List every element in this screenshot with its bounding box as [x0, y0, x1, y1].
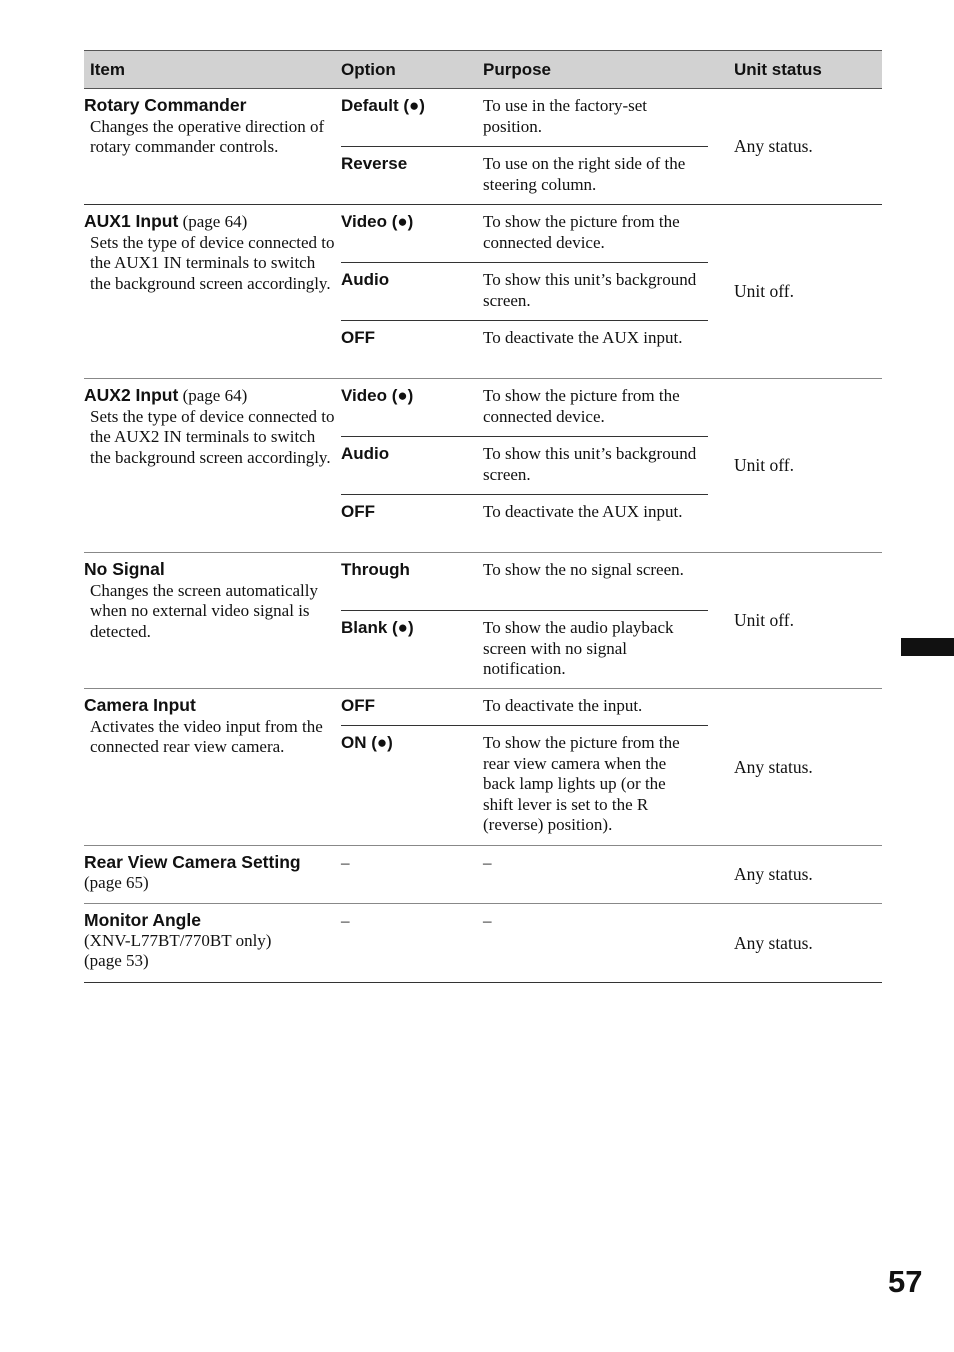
item-name: AUX2 Input [84, 385, 179, 405]
option-purpose: To show the no signal screen. [483, 560, 684, 579]
table-row [84, 689, 882, 846]
item-cell [84, 846, 341, 903]
option-label: OFF [341, 696, 375, 715]
option-row [341, 689, 708, 726]
option-purpose: To show the picture from the rear view camera when the back lamp lights up (or the shift lever is set to the R (reverse) position). [483, 733, 680, 834]
options-cell [341, 846, 708, 903]
option-label: OFF [341, 502, 375, 521]
item-name: Camera Input [84, 695, 196, 715]
option-purpose: To show the audio playback screen with no signal notification. [483, 618, 674, 678]
unit-status: Unit off. [734, 281, 794, 301]
option-purpose: To deactivate the AUX input. [483, 328, 683, 347]
option-row [341, 437, 708, 495]
header-item: Item [90, 59, 125, 79]
option-purpose: – [483, 853, 492, 872]
option-row [341, 726, 708, 845]
options-cell [341, 205, 708, 378]
item-cell [84, 553, 341, 688]
option-purpose: To use on the right side of the steering column. [483, 154, 686, 194]
table-row [84, 379, 882, 553]
option-label: Through [341, 560, 410, 579]
option-label: Audio [341, 270, 390, 289]
item-description: (XNV-L77BT/770BT only) (page 53) [84, 930, 272, 970]
item-cell [84, 379, 341, 552]
table-row [84, 904, 882, 983]
option-label: Video (●) [341, 386, 414, 405]
option-label: – [341, 853, 350, 872]
option-label: ON (●) [341, 733, 393, 752]
options-cell [341, 553, 708, 688]
item-page-ref: (page 64) [182, 212, 248, 231]
item-name: No Signal [84, 559, 165, 579]
table-header [84, 51, 882, 89]
item-cell [84, 904, 341, 982]
item-description: Changes the screen automatically when no external video signal is detected. [90, 580, 318, 641]
option-label: Default (●) [341, 96, 425, 115]
table-row [84, 205, 882, 379]
option-label: Blank (●) [341, 618, 414, 637]
item-cell [84, 205, 341, 378]
option-label: Audio [341, 444, 390, 463]
item-description: Sets the type of device connected to the AUX1 IN terminals to switch the background screen accordingly. [90, 232, 335, 293]
option-row [341, 495, 708, 552]
table-row [84, 846, 882, 904]
options-cell [341, 379, 708, 552]
header-option: Option [341, 59, 396, 79]
option-purpose: To deactivate the input. [483, 696, 643, 715]
item-name: Monitor Angle [84, 910, 201, 930]
option-label: OFF [341, 328, 375, 347]
unit-status: Unit off. [734, 610, 794, 630]
option-label: Video (●) [341, 212, 414, 231]
item-description: Sets the type of device connected to the AUX2 IN terminals to switch the background screen accordingly. [90, 406, 335, 467]
option-row [341, 147, 708, 204]
item-cell [84, 89, 341, 204]
item-name: AUX1 Input [84, 211, 179, 231]
option-label: – [341, 911, 350, 930]
unit-status: Any status. [734, 864, 813, 884]
options-cell [341, 904, 708, 982]
option-row [341, 263, 708, 321]
unit-status: Unit off. [734, 455, 794, 475]
header-unit-status: Unit status [734, 59, 822, 79]
option-purpose: To show the picture from the connected device. [483, 386, 680, 426]
item-name: Rear View Camera Setting [84, 852, 301, 872]
item-cell [84, 689, 341, 845]
section-tab-marker [901, 638, 954, 656]
option-row [341, 205, 708, 263]
options-cell [341, 89, 708, 204]
option-row [341, 611, 708, 688]
option-purpose: To show this unit’s background screen. [483, 270, 697, 310]
item-page-ref: (page 64) [182, 386, 248, 405]
item-name: Rotary Commander [84, 95, 247, 115]
settings-table [84, 50, 882, 983]
option-purpose: To show the picture from the connected device. [483, 212, 680, 252]
option-label: Reverse [341, 154, 408, 173]
option-purpose: To show this unit’s background screen. [483, 444, 697, 484]
table-row [84, 89, 882, 205]
option-row [341, 846, 708, 903]
options-cell [341, 689, 708, 845]
option-row [341, 89, 708, 147]
table-row [84, 553, 882, 689]
option-purpose: To deactivate the AUX input. [483, 502, 683, 521]
item-description: Changes the operative direction of rotary commander controls. [90, 116, 325, 156]
item-description: Activates the video input from the connected rear view camera. [90, 716, 323, 756]
option-purpose: – [483, 911, 492, 930]
unit-status: Any status. [734, 136, 813, 156]
unit-status: Any status. [734, 756, 813, 777]
unit-status: Any status. [734, 932, 813, 953]
page-number: 57 [888, 1264, 923, 1299]
header-purpose: Purpose [483, 59, 552, 79]
option-row [341, 553, 708, 611]
option-row [341, 321, 708, 378]
option-row [341, 379, 708, 437]
option-purpose: To use in the factory-set position. [483, 96, 648, 136]
item-description: (page 65) [84, 872, 149, 892]
option-row [341, 904, 708, 982]
